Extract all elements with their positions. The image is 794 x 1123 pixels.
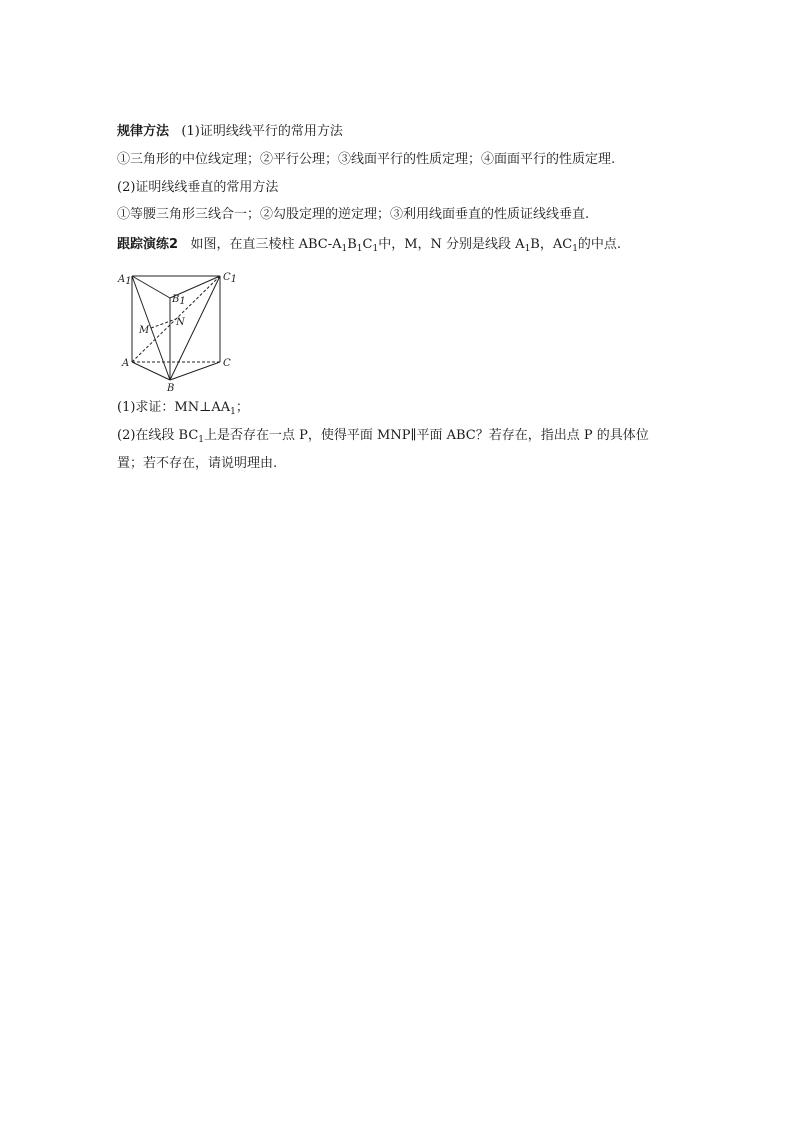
label-m: M — [139, 325, 150, 336]
label-a1: A1 — [118, 274, 132, 287]
prism-diagram — [112, 268, 242, 392]
question-2-line1: (2)在线段 $BC_1$上是否存在一点 P，使得平面 MNP∥平面 ABC？若存在，指出点 P 的具体位 — [117, 428, 649, 445]
rule-heading: 规律方法 — [117, 124, 170, 139]
rule-method-line — [117, 124, 343, 140]
rule-item1-detail: ①三角形的中位线定理；②平行公理；③线面平行的性质定理；④面面平行的性质定理. — [117, 152, 616, 167]
label-a: A — [122, 358, 130, 369]
segment-mn-dashed — [151, 319, 176, 328]
exercise-heading: 跟踪演练2 — [117, 237, 179, 252]
question-1: (1)求证：$MN\perp AA_1$； — [117, 400, 249, 417]
question-2-line2: 置；若不存在，请说明理由. — [117, 456, 278, 471]
exercise-intro: 跟踪演练2 如图，在直三棱柱 ABC-$A_1B_1C_1$中，M，N 分别是线段 $A_1B$，$AC_1$的中点. — [117, 237, 622, 254]
label-n: N — [176, 317, 185, 328]
label-c: C — [223, 358, 231, 369]
rule-item2-detail: ①等腰三角形三线合一；②勾股定理的逆定理；③利用线面垂直的性质证线线垂直. — [117, 207, 590, 222]
prism-figure — [112, 268, 242, 392]
label-c1: C1 — [223, 272, 238, 285]
edge-a1-b1 — [132, 276, 170, 298]
label-b1: B1 — [172, 294, 186, 307]
label-b: B — [167, 383, 175, 392]
rule-item2: (2)证明线线垂直的常用方法 — [117, 180, 279, 195]
rule-item1: (1)证明线线平行的常用方法 — [181, 124, 343, 139]
